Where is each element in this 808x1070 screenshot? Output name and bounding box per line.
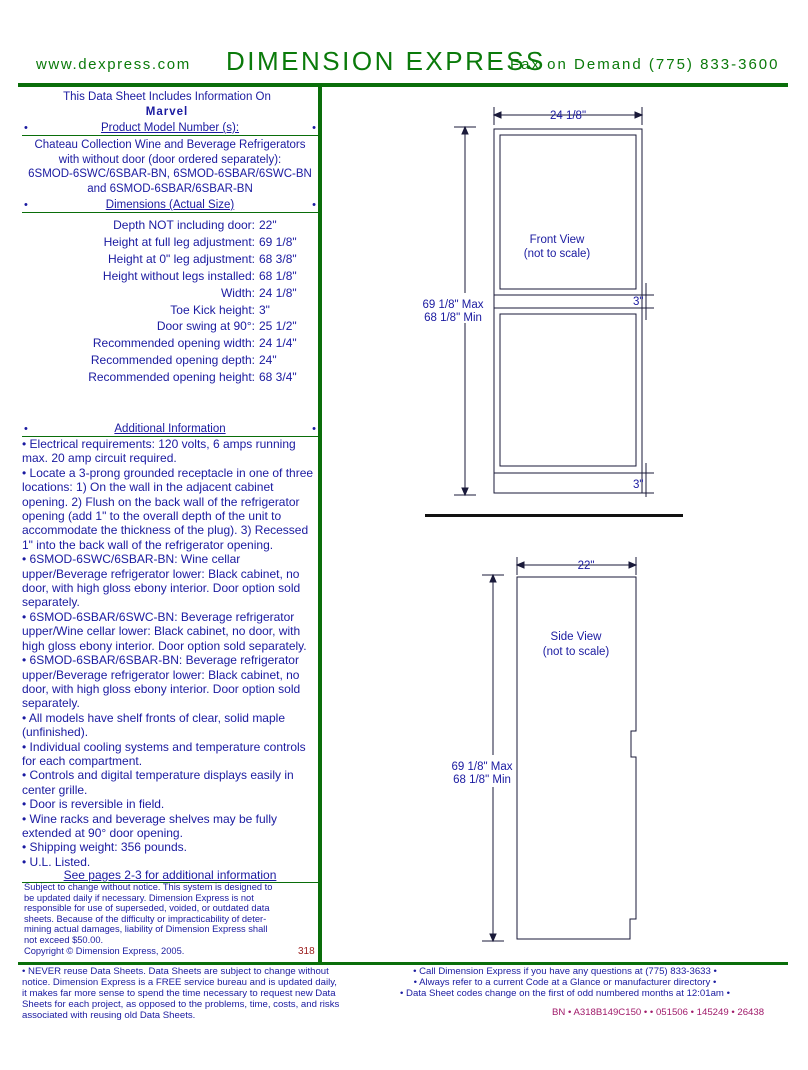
view-separator: [425, 514, 683, 517]
list-item: • Wine racks and beverage shelves may be fully extended at 90° door opening.: [22, 811, 277, 840]
dimension-row: [22, 302, 322, 319]
front-view-title: Front View: [529, 234, 585, 246]
product-heading-rule: [22, 135, 318, 136]
list-item: • U.L. Listed.: [22, 854, 91, 869]
dimensions-heading-rule: [22, 212, 318, 213]
additional-section-heading: [22, 423, 318, 437]
footer-left-line: it makes far more sense to spend the time necessary to request new Data: [22, 987, 336, 999]
dimension-value: 68 3/8": [259, 251, 297, 266]
lower-compartment: [500, 314, 636, 466]
footer-left-line: notice. Dimension Express is a FREE service bureau and is updated daily,: [22, 976, 337, 988]
header-url[interactable]: www.dexpress.com: [36, 56, 191, 73]
dimension-row: [22, 217, 322, 234]
product-heading-label: Product Model Number (s):: [100, 122, 240, 134]
cabinet-outline: [494, 129, 642, 493]
header: [30, 46, 780, 82]
dimension-value: 68 1/8": [259, 268, 297, 283]
bullet-icon: •: [312, 122, 316, 134]
dimension-label: Height without legs installed:: [102, 268, 255, 283]
list-item: • Locate a 3-prong grounded receptacle in one of three locations: 1) On the wall in the adjacent cabinet opening. 2) Flush on the back wall of the refrigerator opening (add 1" to the overall depth of the unit to accommodate the thickness of the plug). 3) Recessed 1" into the back wall of the refrigerator opening.: [22, 465, 314, 552]
footer-left-line: associated with reusing old Data Sheets.: [22, 1009, 196, 1021]
model-line: and 6SMOD-6SBAR/6SBAR-BN: [87, 182, 253, 195]
footer-rule: [18, 962, 788, 965]
dimension-value: 25 1/2": [259, 319, 297, 334]
dimension-value: 24 1/8": [259, 285, 297, 300]
dimension-label: Recommended opening width:: [92, 336, 255, 351]
bullet-icon: •: [24, 199, 28, 211]
dimension-row: [22, 234, 322, 251]
additional-heading-label: Additional Information: [114, 423, 226, 435]
intro-line: This Data Sheet Includes Information On: [63, 91, 271, 103]
upper-compartment: [500, 135, 636, 289]
dimensions-table: [22, 217, 322, 386]
side-view-title: Side View: [550, 631, 602, 643]
footer-left-line: Sheets for each project, as opposed to the problems, time, costs, and risks: [22, 998, 340, 1010]
list-item: • 6SMOD-6SBAR/6SWC-BN: Beverage refrigerator upper/Wine cellar lower: Black cabinet, no door, with high gloss ebony interior. Door option sold separately.: [22, 609, 307, 653]
more-info-link[interactable]: See pages 2-3 for additional information: [63, 868, 277, 882]
dimension-label: Recommended opening depth:: [90, 353, 255, 368]
arrow-icon: [629, 562, 636, 568]
dimension-value: 3": [259, 302, 270, 317]
dimension-row: [22, 369, 322, 386]
list-item: • Door is reversible in field.: [22, 797, 165, 812]
side-depth-label: 22": [577, 560, 595, 572]
disclaimer-line: mining actual damages, liability of Dimension Express shall: [24, 924, 268, 935]
dimensions-section-heading: [22, 199, 318, 213]
disclaimer-line: Subject to change without notice. This system is designed to: [24, 882, 273, 892]
toe-kick-label: 3": [633, 479, 644, 491]
footer-right-line: • Data Sheet codes change on the first of odd numbered months at 12:01am •: [400, 987, 730, 999]
disclaimer-line: sheets. Because of the difficulty or impracticability of deter-: [24, 913, 267, 924]
footer-right-line: • Call Dimension Express if you have any questions at (775) 833-3633 •: [413, 966, 717, 977]
footer-right: [385, 967, 745, 1000]
dimension-value: 24 1/4": [259, 336, 297, 351]
dimension-value: 22": [259, 218, 277, 232]
side-view-diagram: [440, 555, 660, 950]
front-height-min: 68 1/8" Min: [424, 312, 482, 324]
data-sheet-codes: BN • A318B149C150 • • 051506 • 145249 • 26438: [552, 1007, 765, 1018]
disclaimer-line: not exceed $50.00.: [24, 934, 104, 945]
product-section-heading: [22, 122, 318, 136]
dimension-label: Toe Kick height:: [170, 302, 255, 317]
disclaimer-line: be updated daily if necessary. Dimension Express is not: [24, 892, 254, 903]
model-line: with without door (door ordered separately):: [58, 153, 282, 166]
model-line: Chateau Collection Wine and Beverage Refrigerators: [34, 139, 306, 151]
dimension-label: Width:: [220, 285, 255, 300]
list-item: • Individual cooling systems and temperature controls for each compartment.: [22, 739, 306, 768]
disclaimer-line: responsible for use of superseded, voided, or outdated data: [24, 903, 270, 914]
dimension-label: Recommended opening height:: [88, 370, 255, 385]
list-item: • 6SMOD-6SBAR/6SBAR-BN: Beverage refrigerator upper/Beverage refrigerator lower: Black cabinet, no door, with high gloss ebony interior. Door option sold separately.: [22, 653, 301, 711]
dimension-row: [22, 318, 322, 335]
additional-info-list: [22, 437, 318, 869]
dimension-row: [22, 352, 322, 369]
dimension-row: [22, 285, 322, 302]
dimension-value: 24": [259, 353, 277, 368]
bullet-icon: •: [312, 199, 316, 211]
dimension-row: [22, 335, 322, 352]
copyright: Copyright © Dimension Express, 2005.: [24, 945, 185, 956]
side-height-min: 68 1/8" Min: [453, 774, 511, 786]
list-item: • All models have shelf fronts of clear, solid maple (unfinished).: [22, 710, 285, 740]
side-height-max: 69 1/8" Max: [451, 761, 513, 773]
bullet-icon: •: [24, 423, 28, 435]
dimension-value: 69 1/8": [259, 234, 297, 249]
dimension-value: 68 3/4": [259, 370, 297, 385]
dimension-label: Door swing at 90°:: [156, 319, 255, 334]
arrow-icon: [462, 127, 468, 134]
dimensions-heading-label: Dimensions (Actual Size): [105, 199, 235, 211]
footer-left-line: • NEVER reuse Data Sheets. Data Sheets are subject to change without: [22, 966, 329, 977]
header-rule: [18, 83, 788, 87]
list-item: • 6SMOD-6SWC/6SBAR-BN: Wine cellar upper/Beverage refrigerator lower: Black cabinet, no door, with high gloss ebony interior. Door option sold separately.: [22, 552, 301, 610]
arrow-icon: [490, 575, 496, 582]
list-item: • Shipping weight: 356 pounds.: [22, 840, 187, 855]
footer-left: [22, 967, 354, 1022]
arrow-icon: [517, 562, 524, 568]
side-view-subtitle: (not to scale): [542, 646, 610, 658]
model-line: 6SMOD-6SWC/6SBAR-BN, 6SMOD-6SBAR/6SWC-BN: [28, 168, 312, 180]
arrow-icon: [490, 934, 496, 941]
dimension-row: [22, 268, 322, 285]
front-view-subtitle: (not to scale): [523, 248, 591, 260]
arrow-icon: [635, 112, 642, 118]
arrow-icon: [462, 488, 468, 495]
header-fax: Fax on Demand (775) 833-3600: [510, 56, 780, 73]
intro: [22, 90, 312, 120]
front-height-max: 69 1/8" Max: [422, 299, 484, 311]
list-item: • Electrical requirements: 120 volts, 6 amps running max. 20 amp circuit required.: [22, 437, 296, 466]
bullet-icon: •: [312, 423, 316, 435]
dimension-label: Height at full leg adjustment:: [103, 234, 255, 249]
page-number: 318: [298, 946, 315, 957]
dimension-row: [22, 251, 322, 268]
header-brand: DIMENSION EXPRESS: [226, 46, 546, 76]
dimension-label: Depth NOT including door:: [113, 218, 255, 232]
grille-height-label: 3": [633, 296, 644, 308]
front-view-diagram: [410, 105, 680, 525]
front-width-label: 24 1/8": [549, 110, 587, 122]
list-item: • Controls and digital temperature displays easily in center grille.: [22, 768, 294, 797]
manufacturer-name: Marvel: [145, 106, 189, 118]
footer-right-line: • Always refer to a current Code at a Glance or manufacturer directory •: [413, 976, 717, 988]
bullet-icon: •: [24, 122, 28, 134]
model-list: [22, 138, 318, 196]
disclaimer: [24, 882, 296, 956]
dimension-label: Height at 0" leg adjustment:: [107, 251, 255, 266]
arrow-icon: [494, 112, 501, 118]
